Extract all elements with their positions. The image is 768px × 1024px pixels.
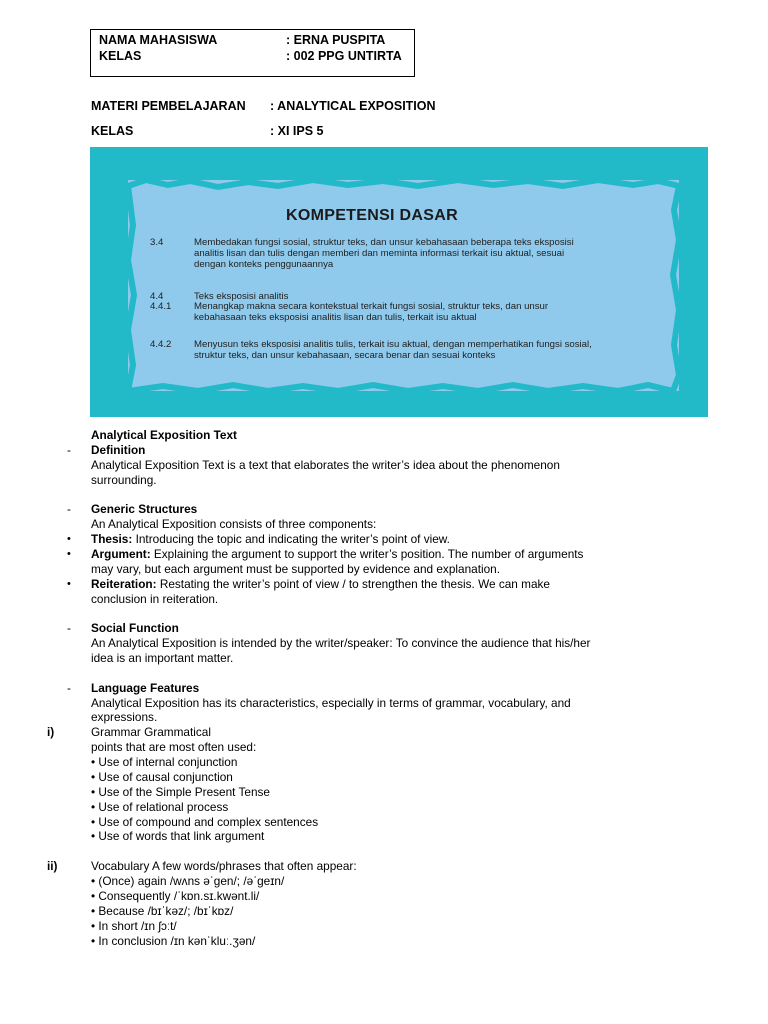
kompetensi-dasar-panel	[90, 147, 708, 417]
argument-text: Explaining the argument to support the writer’s position. The number of arguments	[150, 547, 584, 561]
kompetensi-text: Menangkap makna secara kontekstual terkait fungsi sosial, struktur teks, dan unsur kebahasaan teks eksposisi analitis lisan dan tulis, terkait isu aktual	[194, 301, 549, 324]
argument-label: Argument:	[91, 547, 151, 561]
vocabulary-list-item: • Because /bɪˈkəz/; /bɪˈkɒz/	[91, 904, 234, 918]
thesis-item	[91, 532, 450, 547]
reiteration-text-continued: conclusion in reiteration.	[91, 592, 219, 606]
grammar-list-item: • Use of the Simple Present Tense	[91, 785, 270, 799]
vocabulary-list-item: • In conclusion /ɪn kənˈkluː.ʒən/	[91, 934, 256, 948]
vocabulary-title: Vocabulary A few words/phrases that often appear:	[91, 859, 357, 873]
kompetensi-text: Teks eksposisi analitis	[194, 291, 289, 302]
identity-key: NAMA MAHASISWA	[99, 33, 218, 47]
reiteration-item	[91, 577, 550, 592]
roman-numeral: i)	[47, 725, 55, 739]
thesis-label: Thesis:	[91, 532, 133, 546]
grammar-list-item: • Use of causal conjunction	[91, 770, 233, 784]
materi-line	[91, 99, 436, 113]
social-function-title: Social Function	[91, 621, 179, 635]
definition-line: Analytical Exposition Text is a text that elaborates the writer’s idea about the phenomenon	[91, 458, 560, 472]
thesis-text: Introducing the topic and indicating the writer’s point of view.	[132, 532, 450, 546]
generic-intro: An Analytical Exposition consists of three components:	[91, 517, 377, 531]
dash-marker: -	[67, 681, 71, 695]
language-features-line: Analytical Exposition has its characteristics, especially in terms of grammar, vocabulary, and	[91, 696, 571, 710]
kelas-line	[91, 124, 324, 138]
reiteration-text: Restating the writer’s point of view / to strengthen the thesis. We can make	[156, 577, 550, 591]
bullet-marker: •	[67, 533, 71, 545]
student-identity-box	[90, 29, 415, 77]
grammar-list-item: • Use of compound and complex sentences	[91, 815, 319, 829]
vocabulary-list-item: • In short /ɪn ʃɔːt/	[91, 919, 177, 933]
bullet-marker: •	[67, 548, 71, 560]
grammar-list-item: • Use of internal conjunction	[91, 755, 238, 769]
dash-marker: -	[67, 443, 71, 457]
social-function-line: idea is an important matter.	[91, 651, 234, 665]
argument-item	[91, 547, 583, 562]
kompetensi-number: 4.4.1	[150, 301, 172, 312]
bullet-marker: •	[67, 578, 71, 590]
grammar-list-item: • Use of words that link argument	[91, 829, 265, 843]
social-function-line: An Analytical Exposition is intended by the writer/speaker: To convince the audience that his/her	[91, 636, 591, 650]
grammar-title: Grammar Grammatical	[91, 725, 211, 739]
kelas-key: KELAS	[91, 124, 134, 138]
grammar-list-item: • Use of relational process	[91, 800, 229, 814]
roman-numeral: ii)	[47, 859, 58, 873]
kompetensi-number: 4.4.2	[150, 339, 172, 350]
kelas-value: : XI IPS 5	[270, 124, 324, 138]
identity-value: : ERNA PUSPITA	[286, 33, 386, 47]
section-heading: Analytical Exposition Text	[91, 428, 237, 442]
identity-value: : 002 PPG UNTIRTA	[286, 49, 402, 63]
language-features-title: Language Features	[91, 681, 200, 695]
identity-key: KELAS	[99, 49, 142, 63]
dash-marker: -	[67, 502, 71, 516]
kompetensi-text: Menyusun teks eksposisi analitis tulis, terkait isu aktual, dengan memperhatikan fungsi sosial, struktur teks, dan unsur kebahasaan, secara benar dan sesuai konteks	[194, 339, 592, 362]
definition-title: Definition	[91, 443, 146, 457]
kompetensi-number: 4.4	[150, 291, 164, 302]
vocabulary-list-item: • Consequently /ˈkɒn.sɪ.kwənt.li/	[91, 889, 260, 903]
reiteration-label: Reiteration:	[91, 577, 157, 591]
kompetensi-title: KOMPETENSI DASAR	[286, 207, 458, 224]
materi-key: MATERI PEMBELAJARAN	[91, 99, 246, 113]
argument-text-continued: may vary, but each argument must be supported by evidence and explanation.	[91, 562, 500, 576]
dash-marker: -	[67, 621, 71, 635]
generic-structures-title: Generic Structures	[91, 502, 198, 516]
definition-line: surrounding.	[91, 473, 157, 487]
grammar-intro: points that are most often used:	[91, 740, 257, 754]
language-features-line: expressions.	[91, 710, 158, 724]
kompetensi-number: 3.4	[150, 237, 164, 248]
vocabulary-list-item: • (Once) again /wʌns əˈgen/; /əˈgeɪn/	[91, 874, 285, 888]
kompetensi-text: Membedakan fungsi sosial, struktur teks, dan unsur kebahasaan beberapa teks eksposisi analitis lisan dan tulis dengan memberi dan meminta informasi terkait isu aktual, sesuai dengan konteks penggunaannya	[194, 237, 574, 271]
materi-value: : ANALYTICAL EXPOSITION	[270, 99, 436, 113]
